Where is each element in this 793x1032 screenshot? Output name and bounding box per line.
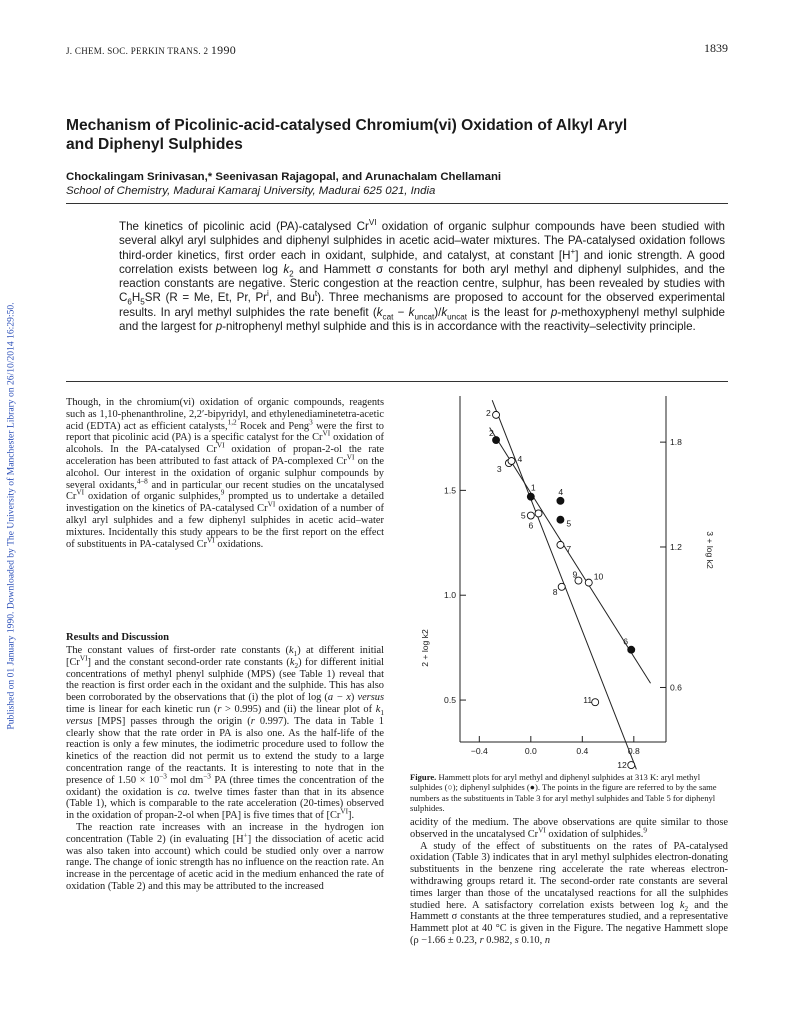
y-axis-label-right: 3 + log k2 [705,531,715,569]
results-text [66,645,384,893]
abstract: The kinetics of picolinic acid (PA)-catalysed $Cr^{VI}$ oxidation of organic sulphur compounds have been studied with several alkyl aryl sulphides and diphenyl sulphides in acetic acid–water mixtures. The PA-catalysed oxidation follows third-order kinetics, first order each in oxidant, sulphide, and catalyst, at constant [H+] and ionic strength. A good correlation exists between $\log k_2$ and Hammett σ constants for both aryl methyl and diphenyl sulphides, and the reaction constants are negative. Steric congestion at the reaction centre, sulphur, has been revealed by studies with $C_6H_5SR$ (R = Me, Et, Pr, Pr$^i$, and Bu$^t$). Three mechanisms are proposed to account for the observed experimental results. In aryl methyl sulphides the rate benefit $(k_{cat} - k_{uncat})/k_{uncat}$ is the least for p-methoxyphenyl methyl sulphide and the largest for p-nitrophenyl methyl sulphide and this is in accordance with the reactivity–selectivity principle. [119,218,725,333]
article-title: Mechanism of Picolinic-acid-catalysed Chromium(vi) Oxidation of Alkyl Aryl and Diphenyl Sulphides [66,117,628,153]
filled-point [628,646,635,653]
y-left-tick-label: 1.5 [444,485,456,496]
journal-name: J. CHEM. SOC. PERKIN TRANS. 2 1990 [66,43,237,57]
y-axis-label-left: 2 + log k2 [420,629,430,667]
abstract-top-rule [66,203,728,204]
right-paragraph-2: A study of the effect of substituents on the rates of PA-catalysed oxidation (Table 3) indicates that in aryl methyl sulphides electron-donating substituents in the benzene ring accelerate the rate whereas electron-withdrawing groups retard it. The second-order rate constants are several times larger than those of the uncatalysed reactions for all the sulphides studied here. A satisfactory correlation exists between $\log k_2$ and the Hammett σ constants at the three temperatures studied, and a representative Hammett plot at 40 °C is given in the Figure. The negative Hammett slope (ρ −1.66 ± 0.23, r 0.982, s 0.10, n [410,840,728,946]
hammett-plot [404,390,734,770]
open-point [557,541,564,548]
authors: Chockalingam Srinivasan,* Seenivasan Rajagopal, and Arunachalam Chellamani [66,171,502,183]
y-right-tick-label: 1.2 [670,541,682,552]
open-point [558,583,565,590]
intro-paragraph: Though, in the chromium(vi) oxidation of organic compounds, reagents such as 1,10-phenanthroline, 2,2′-bipyridyl, and ethylenediaminetetra-acetic acid (EDTA) act as efficient catalysts,$^{1,2}$ Rocek and Peng$^3$ were the first to report that picolinic acid (PA) is a specific catalyst for the $Cr^{VI}$ oxidation of alcohols. In the PA-catalysed $Cr^{VI}$ oxidation of propan-2-ol the rate acceleration has been attributed to fast attack of PA-complexed $Cr^{VI}$ on the alcohol. Our interest in the oxidation of organic sulphur compounds by several oxidants,$^{4-8}$ and in particular our recent studies on the uncatalysed $Cr^{VI}$ oxidation of organic sulphides,$^9$ prompted us to undertake a detailed investigation on the kinetics of PA-catalysed $Cr^{VI}$ oxidation of a number of alkyl aryl sulphides and a few diphenyl sulphides in acetic acid–water mixtures. Incidentally this study appears to be the first report on the effect of substituents in PA-catalysed $Cr^{VI}$ oxidations. [66,397,385,550]
open-point [535,510,542,517]
download-note [0,0,22,1032]
point-label: 10 [593,571,604,582]
point-label: 3 [496,464,502,475]
point-label: 12 [617,760,627,770]
filled-point [557,497,564,504]
y-left-tick-label: 0.5 [444,695,456,706]
point-label: 8 [552,586,558,597]
right-paragraph-1: acidity of the medium. The above observations are quite similar to those observed in the uncatalysed $Cr^{VI}$ oxidation of sulphides.$^9$ [410,817,728,840]
point-label: 5 [520,510,526,521]
point-label: 6 [528,520,534,531]
point-label: 4 [517,454,523,465]
filled-point [527,493,534,500]
open-point [527,512,534,519]
running-header [66,41,728,57]
open-point [628,762,635,769]
x-tick-label: 0.8 [627,746,640,756]
y-right-tick-label: 1.8 [670,437,682,448]
point-label: 9 [572,569,578,580]
x-tick-label: 0.4 [576,746,589,756]
download-note-text: Published on 01 January 1990. Downloaded by The University of Manchester Library on 26/10/2014 16:29:50. [5,302,17,730]
x-tick-label: 0.0 [524,746,537,756]
page-number: 1839 [704,41,728,55]
results-paragraph-2: The reaction rate increases with an increase in the hydrogen ion concentration (Table 2) (in evaluating [H+] the dissociation of acetic acid was also taken into account) which could be studied only over a narrow range. The change of ionic strength has no influence on the reaction rate. An increase in the percentage of acetic acid in the medium enhanced the rate of oxidation (Table 2) and this may be attributed to the increased [66,821,384,892]
point-label: 7 [566,543,572,554]
results-paragraph-1: The constant values of first-order rate constants $(k_1)$ at different initial $[Cr^{VI}]$ and the constant second-order rate constants $(k_2)$ for different initial concentrations of methyl phenyl sulphide (MPS) (see Table 1) reveal that the reaction is first order each in the oxidant and the sulphide. This has also been corroborated by the observations that (i) the plot of log (a − x) versus time is linear for each kinetic run (r > 0.995) and (ii) the linear plot of $k_1$ versus [MPS] passes through the origin (r 0.997). The data in Table 1 clearly show that the rate order in PA is also one. As the half-life of the reaction is only a few minutes, the iodimetric procedure used to follow the kinetics of the reaction did not permit us to extend the study to a large concentration range of the reactants. It is interesting to note that in the presence of $1.50 \times 10^{-3}$ mol $dm^{-3}$ PA (three times the concentration of the oxidant) the oxidation is ca. twelve times faster than that in its absence (Table 1), which is comparable to the rate acceleration (20-times) observed in the oxidation of propan-2-ol when [PA] is five times that of $[Cr^{VI}]$. [66,645,385,822]
y-left-tick-label: 1.0 [444,590,456,601]
point-label: 5 [566,518,572,529]
point-label: 1 [530,482,536,493]
right-column-text [410,817,728,947]
x-tick-label: −0.4 [470,746,488,756]
open-point [493,411,500,418]
regression-lines [490,400,651,769]
section-heading-results: Results and Discussion [66,632,170,643]
y-right-tick-label: 0.6 [670,682,682,693]
data-points [486,408,635,770]
point-label: 6 [623,636,629,647]
affiliation: School of Chemistry, Madurai Kamaraj University, Madurai 625 021, India [66,185,436,197]
point-label: 2 [489,428,494,439]
plot-axes [444,396,682,756]
point-label: 11 [583,695,593,706]
open-point [585,579,592,586]
abstract-bottom-rule [66,381,728,382]
figure-caption: Figure. Hammett plots for aryl methyl and diphenyl sulphides at 313 K: aryl methyl sulphides (○); diphenyl sulphides (●). The points in the figure are referred to by the same numbers as the substituents in Table 3 for aryl methyl sulphides and Table 5 for diphenyl sulphides. [410,772,717,814]
point-label: 2 [486,407,491,418]
point-label: 4 [558,486,564,497]
open-point [508,458,515,465]
filled-point [557,516,564,523]
open-point [592,699,599,706]
